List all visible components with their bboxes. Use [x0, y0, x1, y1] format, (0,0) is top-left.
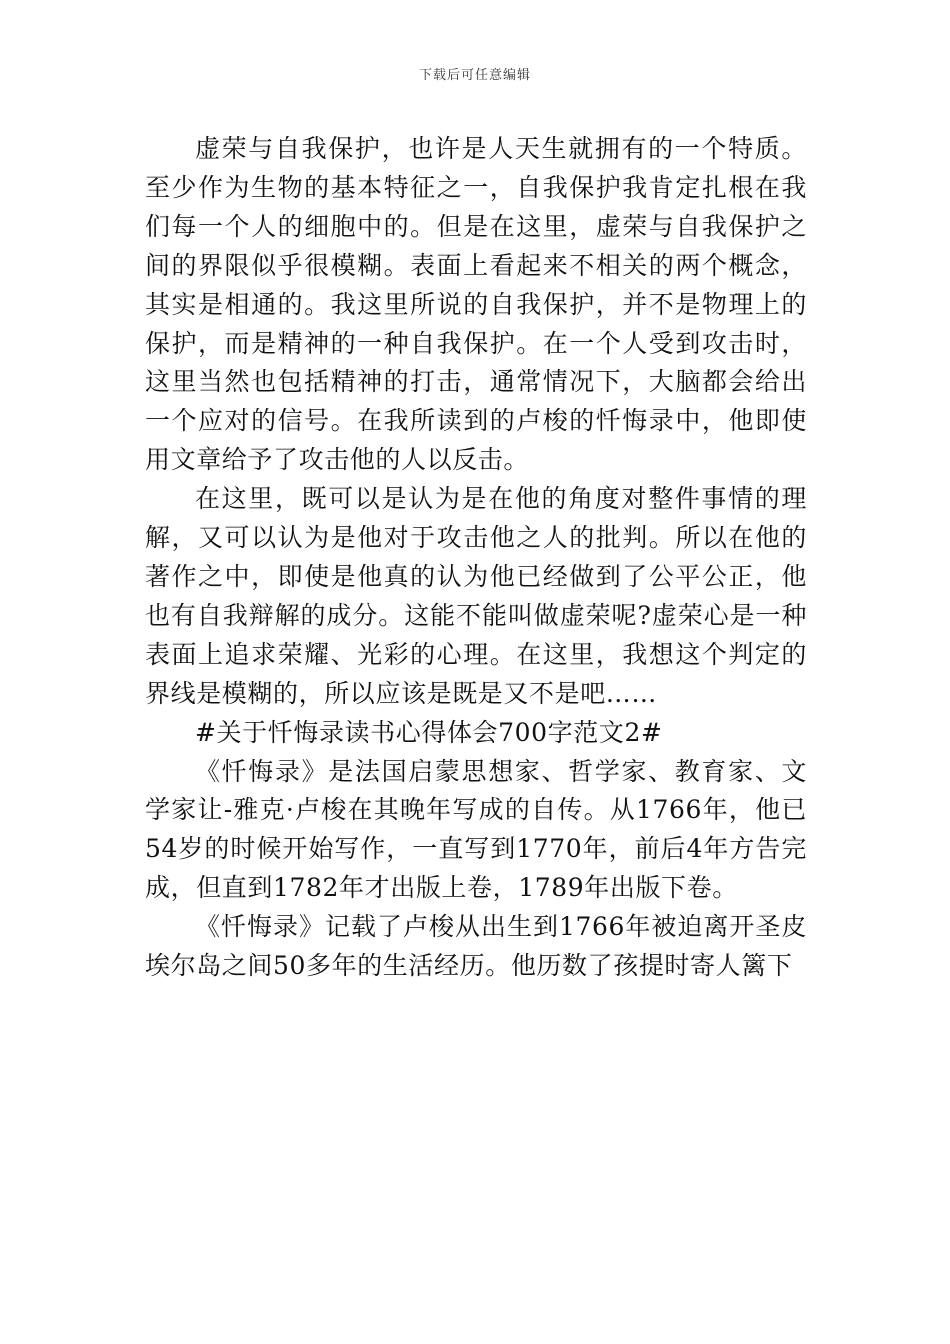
download-note: 下载后可任意编辑 [418, 68, 531, 83]
paragraph-judgement-boundary: 在这里，既可以是认为是在他的角度对整件事情的理解，又可以认为是他对于攻击他之人的批判。所以在他的著作之中，即使是他真的认为他已经做到了公平公正，他也有自我辩解的成分。这能不能叫做虚荣呢?虚荣心是一种表面上追求荣耀、光彩的心理。在这里，我想这个判定的界线是模糊的，所以应该是既是又不是吧…… [145, 484, 807, 708]
paragraph-confessions-content: 《忏悔录》记载了卢梭从出生到1766年被迫离开圣皮埃尔岛之间50多年的生活经历。他历数了孩提时寄人篱下 [145, 912, 807, 981]
paragraph-vanity-self-protection: 虚荣与自我保护，也许是人天生就拥有的一个特质。至少作为生物的基本特征之一，自我保护我肯定扎根在我们每一个人的细胞中的。但是在这里，虚荣与自我保护之间的界限似乎很模糊。表面上看起来不相关的两个概念，其实是相通的。我这里所说的自我保护，并不是物理上的保护，而是精神的一种自我保护。在一个人受到攻击时，这里当然也包括精神的打击，通常情况下，大脑都会给出一个应对的信号。在我所读到的卢梭的忏悔录中，他即使用文章给予了攻击他的人以反击。 [145, 134, 807, 475]
document-body [145, 130, 807, 986]
paragraph-confessions-intro: 《忏悔录》是法国启蒙思想家、哲学家、教育家、文学家让-雅克·卢梭在其晚年写成的自传。从1766年，他已54岁的时候开始写作，一直写到1770年，前后4年方告完成，但直到1782年才出版上卷，1789年出版下卷。 [145, 756, 807, 903]
section-heading: #关于忏悔录读书心得体会700字范文2# [195, 717, 663, 747]
